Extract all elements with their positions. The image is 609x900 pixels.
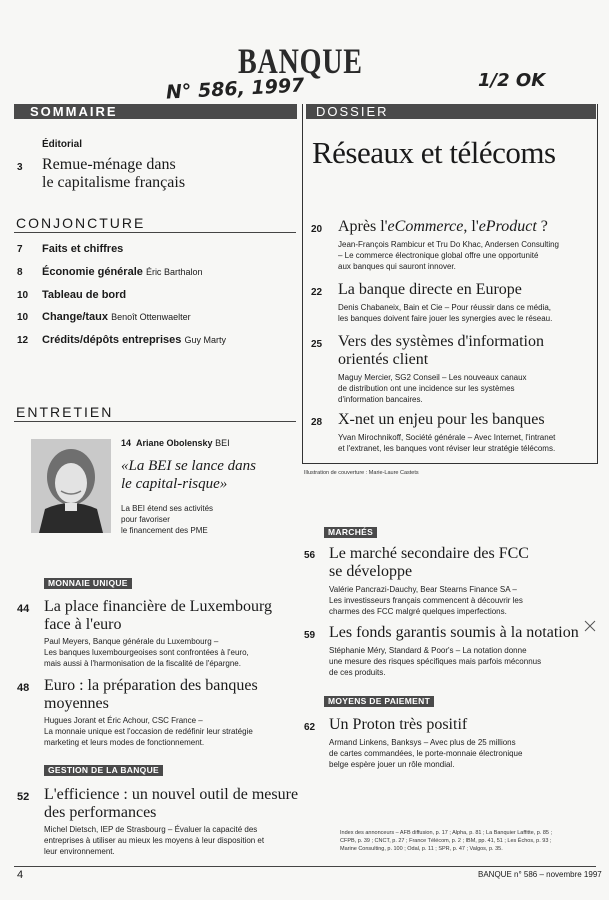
dossier-article-line1: Maguy Mercier, SG2 Conseil – Les nouveaux canaux (338, 373, 527, 382)
paiement-tag: MOYENS DE PAIEMENT (324, 696, 434, 707)
editorial-title-line1[interactable]: Remue-ménage dans (42, 156, 176, 173)
dossier-article-line1: Denis Chabaneix, Bain et Cie – Pour réussir dans ce média, (338, 303, 551, 312)
article-desc-line2: marketing et leurs modes de fonctionnement. (44, 738, 205, 747)
monnaie-unique-tag: MONNAIE UNIQUE (44, 578, 132, 589)
gestion-tag: GESTION DE LA BANQUE (44, 765, 163, 776)
advertisers-index-line3: Marine Consulting, p. 100 ; Odal, p. 11 ; SPR, p. 47 ; Valgos, p. 35. (340, 846, 503, 852)
dossier-article-line2: et l'extranet, les banques vont réviser leur stratégie télécoms. (338, 444, 556, 453)
dossier-bar: DOSSIER (306, 104, 596, 119)
article-author: Michel Dietsch, IEP de Strasbourg – Évaluer la capacité des (44, 825, 258, 834)
dossier-article-line2: de distribution ont une incidence sur les systèmes (338, 384, 515, 393)
dossier-page-number: 28 (311, 417, 323, 428)
article-desc-line2: mais aussi à l'harmonisation de la fiscalité de l'épargne. (44, 659, 241, 668)
interview-quote-line2[interactable]: le capital-risque» (121, 476, 228, 492)
conj-item-author: Guy Marty (184, 335, 226, 345)
dossier-article-title[interactable]: La banque directe en Europe (338, 281, 522, 298)
conj-item-num: 7 (17, 244, 23, 255)
article-line1: Valérie Pancrazi-Dauchy, Bear Stearns Finance SA – (329, 585, 517, 594)
conj-item-title[interactable]: Crédits/dépôts entreprises Guy Marty (42, 334, 226, 346)
editorial-page-number: 3 (17, 162, 23, 173)
article-page-number: 52 (17, 791, 30, 803)
marches-tag: MARCHÉS (324, 527, 377, 538)
conj-item-title[interactable]: Change/taux Benoît Ottenwaelter (42, 311, 191, 323)
interview-desc-line1: La BEI étend ses activités (121, 504, 214, 513)
article-author: Paul Meyers, Banque générale du Luxembourg – (44, 637, 219, 646)
conj-item-author: Éric Barthalon (145, 267, 203, 277)
article-author: Hugues Jorant et Éric Achour, CSC France – (44, 716, 203, 725)
dossier-page-number: 25 (311, 339, 323, 350)
article-page-number: 44 (17, 603, 30, 615)
article-desc-line1: entreprises à utiliser au mieux les moyens à leur disposition et (44, 836, 265, 845)
editorial-title-line2[interactable]: le capitalisme français (42, 174, 186, 191)
conj-item-num: 8 (17, 267, 23, 278)
article-title-line1[interactable]: Un Proton très positif (329, 716, 468, 733)
footer-rule (14, 866, 596, 867)
article-page-number: 56 (304, 550, 316, 561)
article-title-line2[interactable]: face à l'euro (44, 616, 122, 633)
entretien-heading: ENTRETIEN (16, 404, 114, 420)
article-line3: de ces produits. (329, 668, 386, 677)
handwritten-check-mark: 1/2 OK (478, 70, 546, 91)
conj-item-author: Benoît Ottenwaelter (111, 312, 191, 322)
article-line2: une mesure des risques spécifiques mais parfois méconnus (329, 657, 542, 666)
conj-item-num: 10 (17, 290, 29, 301)
editorial-heading: Éditorial (42, 139, 83, 150)
dossier-article-title[interactable]: Après l'eCommerce, l'eProduct ? (338, 218, 548, 235)
cover-credit: Illustration de couverture : Marie-Laure Castets (304, 470, 419, 476)
article-title-line2[interactable]: des performances (44, 804, 157, 821)
dossier-article-line2: les banques doivent faire jouer les synergies avec le réseau. (338, 314, 553, 323)
interview-portrait (31, 439, 111, 533)
article-page-number: 59 (304, 630, 316, 641)
dossier-page-number: 20 (311, 224, 323, 235)
dossier-article-title[interactable]: X-net un enjeu pour les banques (338, 411, 545, 428)
article-line2: de cartes commandées, le porte-monnaie électronique (329, 749, 523, 758)
advertisers-index-line2: CFPB, p. 39 ; CNCT, p. 27 ; France Télécom, p. 2 ; IBM, pp. 41, 51 ; Les Échos, p. 93 ; (340, 838, 552, 844)
article-title-line1[interactable]: Les fonds garantis soumis à la notation (329, 624, 579, 641)
dossier-title[interactable]: Réseaux et télécoms (312, 135, 556, 170)
article-line3: belge espère jouer un rôle mondial. (329, 760, 455, 769)
conj-item-title[interactable]: Économie générale Éric Barthalon (42, 266, 203, 278)
conjoncture-rule (14, 232, 296, 233)
dossier-article-line2: – Le commerce électronique global offre une opportunité (338, 251, 539, 260)
handwritten-issue-note: N° 586, 1997 (165, 74, 305, 104)
article-line3: charmes des FCC malgré quelques imperfections. (329, 607, 507, 616)
dossier-article-title[interactable]: Vers des systèmes d'information (338, 333, 544, 350)
article-desc-line2: leur environnement. (44, 847, 115, 856)
conj-item-num: 12 (17, 335, 29, 346)
interview-quote-line1[interactable]: «La BEI se lance dans (121, 458, 256, 474)
article-desc-line1: Les banques luxembourgeoises sont confrontées à l'euro, (44, 648, 249, 657)
article-line1: Armand Linkens, Banksys – Avec plus de 25 millions (329, 738, 516, 747)
article-title-line1[interactable]: Euro : la préparation des banques (44, 677, 258, 694)
article-title-line1[interactable]: L'efficience : un nouvel outil de mesure (44, 786, 299, 803)
article-page-number: 62 (304, 722, 316, 733)
magazine-logo: BANQUE (238, 41, 363, 81)
interview-byline: 14 Ariane Obolensky BEI (121, 438, 230, 448)
interview-desc-line2: pour favoriser (121, 515, 170, 524)
dossier-page-number: 22 (311, 287, 323, 298)
entretien-rule (14, 421, 296, 422)
article-line1: Stéphanie Méry, Standard & Poor's – La notation donne (329, 646, 527, 655)
conj-item-title[interactable]: Tableau de bord (42, 289, 127, 301)
advertisers-index-line1: Index des annonceurs – AFB diffusion, p. 17 ; Alpha, p. 81 ; La Banquier Laffitte, p. 85 ; (340, 830, 552, 836)
interview-desc-line3: le financement des PME (121, 526, 208, 535)
article-title-line2[interactable]: moyennes (44, 695, 109, 712)
conj-item-num: 10 (17, 312, 29, 323)
sommaire-bar: SOMMAIRE (14, 104, 297, 119)
dossier-article-line1: Jean-François Rambicur et Tru Do Khac, Andersen Consulting (338, 240, 559, 249)
dossier-article-line1: Yvan Mirochnikoff, Société générale – Avec Internet, l'intranet (338, 433, 556, 442)
article-title-line2[interactable]: se développe (329, 563, 413, 580)
dossier-article-line3: aux banques qui sauront innover. (338, 262, 456, 271)
footer-page-number: 4 (17, 869, 24, 881)
article-page-number: 48 (17, 682, 30, 694)
conj-item-title[interactable]: Faits et chiffres (42, 243, 124, 255)
article-desc-line1: La monnaie unique est l'occasion de redéfinir leur stratégie (44, 727, 253, 736)
article-title-line1[interactable]: Le marché secondaire des FCC (329, 545, 529, 562)
article-line2: Les investisseurs français commencent à découvrir les (329, 596, 523, 605)
dossier-article-title-line2[interactable]: orientés client (338, 351, 429, 368)
footer-issue: BANQUE n° 586 – novembre 1997 (478, 870, 602, 879)
dossier-article-line3: d'information bancaires. (338, 395, 423, 404)
pencil-cross-mark (584, 620, 596, 632)
article-title-line1[interactable]: La place financière de Luxembourg (44, 598, 273, 615)
conjoncture-heading: CONJONCTURE (16, 215, 146, 231)
